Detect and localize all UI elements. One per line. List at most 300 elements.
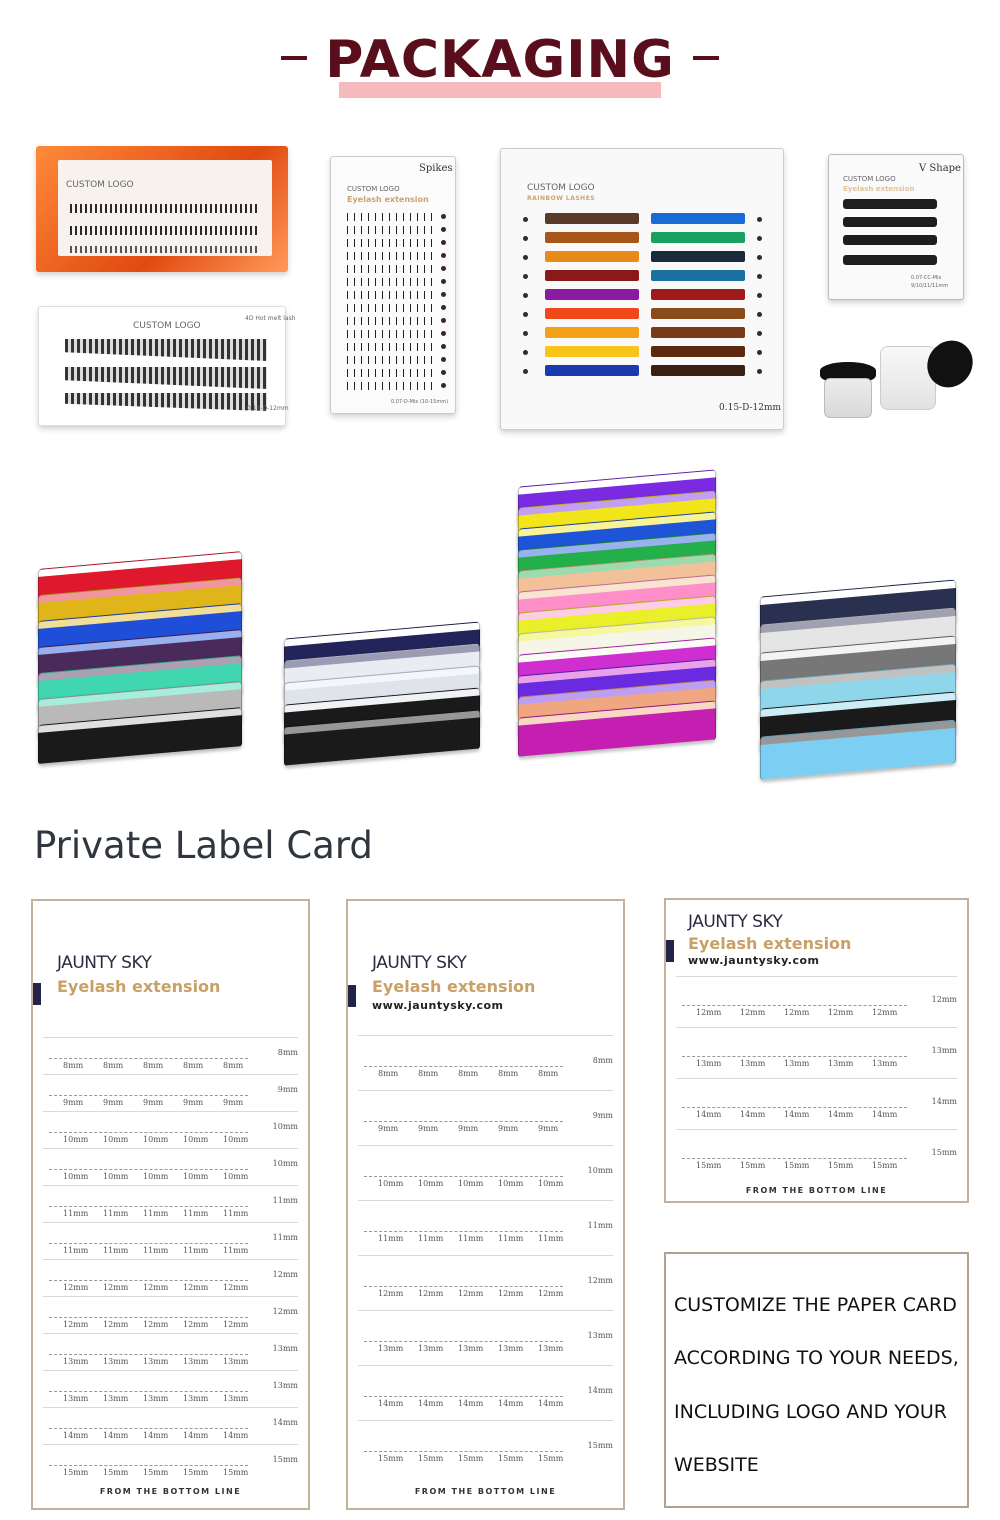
lash-length-label: 12mm bbox=[538, 1289, 564, 1298]
lash-length-label: 12mm bbox=[103, 1283, 129, 1292]
card-subtitle: Eyelash extension bbox=[57, 977, 221, 996]
lash-hole bbox=[523, 312, 528, 317]
lash-length-label: 11mm bbox=[63, 1209, 89, 1218]
row-dash-line bbox=[364, 1451, 563, 1452]
label-card-1 bbox=[31, 899, 310, 1510]
lash-strip bbox=[347, 304, 437, 312]
lash-hole bbox=[523, 255, 528, 260]
card-row bbox=[43, 1333, 298, 1370]
lash-length-label: 15mm bbox=[223, 1468, 249, 1477]
lash-length-label: 15mm bbox=[103, 1468, 129, 1477]
row-dash-line bbox=[682, 1158, 907, 1159]
lash-length-label: 11mm bbox=[63, 1246, 89, 1255]
card-bottom-line: FROM THE BOTTOM LINE bbox=[745, 1186, 888, 1195]
row-lash-labels bbox=[378, 1399, 578, 1408]
card-row bbox=[358, 1420, 613, 1475]
case-stack-3 bbox=[518, 478, 718, 772]
row-dash-line bbox=[364, 1121, 563, 1122]
row-size-label: 10mm bbox=[272, 1159, 298, 1168]
lash-strip bbox=[347, 369, 437, 377]
rainbow-strip bbox=[651, 327, 745, 338]
rainbow-case-logo: CUSTOM LOGO bbox=[527, 183, 595, 193]
card-row bbox=[43, 1407, 298, 1444]
card-row bbox=[43, 1370, 298, 1407]
row-size-label: 13mm bbox=[931, 1046, 957, 1055]
lash-hole bbox=[441, 383, 446, 388]
lash-length-label: 15mm bbox=[740, 1161, 766, 1170]
lash-length-label: 13mm bbox=[143, 1357, 169, 1366]
lash-length-label: 13mm bbox=[378, 1344, 404, 1353]
rainbow-strip bbox=[545, 346, 639, 357]
card-subtitle: Eyelash extension bbox=[688, 934, 852, 953]
row-dash-line bbox=[364, 1231, 563, 1232]
row-dash-line bbox=[682, 1107, 907, 1108]
row-dash-line bbox=[49, 1354, 248, 1355]
lash-hole bbox=[757, 236, 762, 241]
lash-length-label: 14mm bbox=[143, 1431, 169, 1440]
card-row bbox=[358, 1310, 613, 1365]
row-dash-line bbox=[49, 1243, 248, 1244]
lash-length-label: 13mm bbox=[223, 1394, 249, 1403]
row-dash-line bbox=[682, 1005, 907, 1006]
lash-length-label: 12mm bbox=[143, 1320, 169, 1329]
lash-length-label: 15mm bbox=[418, 1454, 444, 1463]
lash-strip bbox=[70, 226, 260, 235]
lash-strip bbox=[347, 356, 437, 364]
row-lash-labels bbox=[378, 1344, 578, 1353]
lash-strip bbox=[843, 199, 937, 209]
row-lash-labels bbox=[63, 1246, 263, 1255]
row-dash-line bbox=[364, 1396, 563, 1397]
card-row bbox=[43, 1037, 298, 1074]
lash-length-label: 8mm bbox=[538, 1069, 559, 1078]
lash-length-label: 14mm bbox=[223, 1431, 249, 1440]
lash-length-label: 12mm bbox=[183, 1283, 209, 1292]
rainbow-case-size: 0.15-D-12mm bbox=[719, 403, 782, 413]
row-size-label: 15mm bbox=[587, 1441, 613, 1450]
lash-length-label: 12mm bbox=[498, 1289, 524, 1298]
lash-strip bbox=[347, 330, 437, 338]
lash-length-label: 8mm bbox=[183, 1061, 204, 1070]
white-case-corner-text: 4D Hot melt lash bbox=[245, 315, 296, 322]
card-row bbox=[43, 1111, 298, 1148]
rainbow-strip bbox=[651, 213, 745, 224]
row-size-label: 9mm bbox=[277, 1085, 298, 1094]
row-size-label: 9mm bbox=[592, 1111, 613, 1120]
lash-length-label: 15mm bbox=[538, 1454, 564, 1463]
lash-length-label: 12mm bbox=[63, 1283, 89, 1292]
lash-length-label: 15mm bbox=[378, 1454, 404, 1463]
vshape-case-sub: Eyelash extension bbox=[843, 185, 915, 193]
customize-line-2: ACCORDING TO YOUR NEEDS, bbox=[674, 1347, 959, 1369]
lash-length-label: 8mm bbox=[418, 1069, 439, 1078]
card-marker bbox=[666, 940, 674, 962]
page-title: PACKAGING bbox=[325, 30, 675, 90]
spikes-case-footer: 0.07-D-Mix (10-15mm) bbox=[391, 399, 449, 405]
row-lash-labels bbox=[378, 1069, 578, 1078]
row-size-label: 11mm bbox=[587, 1221, 613, 1230]
row-dash-line bbox=[49, 1132, 248, 1133]
lash-strip bbox=[70, 246, 260, 253]
lash-length-label: 10mm bbox=[183, 1172, 209, 1181]
card-url: www.jauntysky.com bbox=[688, 954, 820, 967]
row-dash-line bbox=[49, 1280, 248, 1281]
lash-length-label: 14mm bbox=[538, 1399, 564, 1408]
lash-length-label: 8mm bbox=[378, 1069, 399, 1078]
row-size-label: 8mm bbox=[277, 1048, 298, 1057]
rainbow-case-sub: RAINBOW LASHES bbox=[527, 195, 596, 202]
lash-length-label: 12mm bbox=[740, 1008, 766, 1017]
row-dash-line bbox=[364, 1341, 563, 1342]
lash-length-label: 10mm bbox=[223, 1135, 249, 1144]
lash-length-label: 11mm bbox=[183, 1246, 209, 1255]
lash-length-label: 13mm bbox=[458, 1344, 484, 1353]
row-dash-line bbox=[364, 1286, 563, 1287]
lash-length-label: 13mm bbox=[740, 1059, 766, 1068]
lash-length-label: 14mm bbox=[784, 1110, 810, 1119]
lash-length-label: 9mm bbox=[378, 1124, 399, 1133]
rainbow-strip bbox=[545, 308, 639, 319]
rainbow-strip bbox=[651, 251, 745, 262]
lash-length-label: 11mm bbox=[538, 1234, 564, 1243]
card-row bbox=[358, 1035, 613, 1090]
row-size-label: 13mm bbox=[272, 1344, 298, 1353]
lash-length-label: 13mm bbox=[828, 1059, 854, 1068]
card-brand: JAUNTY SKY bbox=[372, 953, 467, 973]
lash-length-label: 13mm bbox=[498, 1344, 524, 1353]
lash-hole bbox=[441, 344, 446, 349]
lash-length-label: 12mm bbox=[223, 1320, 249, 1329]
lash-length-label: 14mm bbox=[378, 1399, 404, 1408]
rainbow-strip bbox=[545, 289, 639, 300]
row-dash-line bbox=[364, 1066, 563, 1067]
card-brand: JAUNTY SKY bbox=[57, 953, 152, 973]
lash-length-label: 11mm bbox=[458, 1234, 484, 1243]
rainbow-strip bbox=[545, 251, 639, 262]
lash-hole bbox=[441, 240, 446, 245]
row-size-label: 15mm bbox=[931, 1148, 957, 1157]
row-lash-labels bbox=[696, 1059, 916, 1068]
row-size-label: 15mm bbox=[272, 1455, 298, 1464]
lash-hole bbox=[441, 318, 446, 323]
lash-length-label: 13mm bbox=[183, 1357, 209, 1366]
row-lash-labels bbox=[378, 1454, 578, 1463]
lash-length-label: 12mm bbox=[828, 1008, 854, 1017]
customize-line-3: INCLUDING LOGO AND YOUR bbox=[674, 1401, 947, 1423]
vshape-case-size: 0.07-CC-Mix bbox=[911, 275, 942, 281]
title-block bbox=[0, 30, 1000, 100]
lash-hole bbox=[441, 214, 446, 219]
case-stack-1 bbox=[38, 560, 244, 776]
row-size-label: 12mm bbox=[931, 995, 957, 1004]
lash-length-label: 11mm bbox=[183, 1209, 209, 1218]
lash-length-label: 15mm bbox=[498, 1454, 524, 1463]
row-lash-labels bbox=[63, 1135, 263, 1144]
rainbow-strip bbox=[545, 270, 639, 281]
row-dash-line bbox=[49, 1206, 248, 1207]
row-dash-line bbox=[49, 1095, 248, 1096]
row-dash-line bbox=[49, 1465, 248, 1466]
lash-hole bbox=[441, 292, 446, 297]
lash-strip bbox=[347, 213, 437, 221]
vshape-case-size-2: 9/10/11/11mm bbox=[911, 283, 949, 289]
lash-length-label: 8mm bbox=[63, 1061, 84, 1070]
lash-hole bbox=[441, 253, 446, 258]
lash-length-label: 12mm bbox=[872, 1008, 898, 1017]
lash-strip bbox=[347, 291, 437, 299]
card-row bbox=[358, 1090, 613, 1145]
lash-length-label: 15mm bbox=[696, 1161, 722, 1170]
card-row bbox=[676, 1078, 957, 1129]
case-stack-2 bbox=[284, 630, 482, 776]
lash-length-label: 13mm bbox=[143, 1394, 169, 1403]
lash-length-label: 15mm bbox=[63, 1468, 89, 1477]
lash-length-label: 14mm bbox=[458, 1399, 484, 1408]
lash-hole bbox=[523, 331, 528, 336]
lash-hole bbox=[441, 305, 446, 310]
lash-length-label: 8mm bbox=[143, 1061, 164, 1070]
lash-length-label: 11mm bbox=[418, 1234, 444, 1243]
rainbow-strip bbox=[651, 365, 745, 376]
lash-hole bbox=[757, 255, 762, 260]
row-size-label: 12mm bbox=[587, 1276, 613, 1285]
lash-length-label: 14mm bbox=[63, 1431, 89, 1440]
rainbow-strip bbox=[545, 232, 639, 243]
jar-body bbox=[880, 346, 936, 410]
card-url: www.jauntysky.com bbox=[372, 999, 504, 1012]
lash-hole bbox=[441, 227, 446, 232]
row-size-label: 13mm bbox=[587, 1331, 613, 1340]
vshape-case-logo: CUSTOM LOGO bbox=[843, 175, 896, 183]
row-size-label: 11mm bbox=[272, 1233, 298, 1242]
rainbow-strip bbox=[651, 270, 745, 281]
lash-length-label: 9mm bbox=[538, 1124, 559, 1133]
label-card-2 bbox=[346, 899, 625, 1510]
lash-length-label: 14mm bbox=[498, 1399, 524, 1408]
row-size-label: 10mm bbox=[587, 1166, 613, 1175]
card-row bbox=[358, 1365, 613, 1420]
lash-hole bbox=[441, 357, 446, 362]
lash-length-label: 14mm bbox=[418, 1399, 444, 1408]
lash-length-label: 15mm bbox=[458, 1454, 484, 1463]
case-stack-4 bbox=[760, 588, 958, 774]
vshape-case-tag: V Shape bbox=[919, 163, 961, 174]
lash-strip bbox=[347, 317, 437, 325]
spikes-case-sub: Eyelash extension bbox=[347, 195, 429, 204]
lash-length-label: 14mm bbox=[183, 1431, 209, 1440]
row-lash-labels bbox=[378, 1124, 578, 1133]
row-lash-labels bbox=[63, 1209, 263, 1218]
lash-length-label: 8mm bbox=[103, 1061, 124, 1070]
lash-hole bbox=[441, 370, 446, 375]
lash-length-label: 15mm bbox=[784, 1161, 810, 1170]
row-size-label: 14mm bbox=[931, 1097, 957, 1106]
lash-length-label: 11mm bbox=[143, 1246, 169, 1255]
row-dash-line bbox=[49, 1317, 248, 1318]
lash-length-label: 13mm bbox=[696, 1059, 722, 1068]
lash-strip bbox=[347, 382, 437, 390]
lash-length-label: 12mm bbox=[143, 1283, 169, 1292]
row-lash-labels bbox=[63, 1468, 263, 1477]
row-size-label: 12mm bbox=[272, 1307, 298, 1316]
lash-length-label: 8mm bbox=[223, 1061, 244, 1070]
lash-strip bbox=[347, 343, 437, 351]
lash-length-label: 12mm bbox=[458, 1289, 484, 1298]
customize-note bbox=[664, 1252, 969, 1508]
rainbow-lash-case bbox=[500, 148, 784, 430]
lash-length-label: 12mm bbox=[378, 1289, 404, 1298]
lash-hole bbox=[757, 274, 762, 279]
card-row bbox=[358, 1145, 613, 1200]
customize-line-1: CUSTOMIZE THE PAPER CARD bbox=[674, 1294, 957, 1316]
lash-length-label: 12mm bbox=[183, 1320, 209, 1329]
lash-hole bbox=[757, 293, 762, 298]
row-dash-line bbox=[49, 1391, 248, 1392]
row-lash-labels bbox=[378, 1234, 578, 1243]
lash-strip bbox=[347, 226, 437, 234]
row-lash-labels bbox=[63, 1357, 263, 1366]
card-row bbox=[43, 1296, 298, 1333]
row-size-label: 14mm bbox=[272, 1418, 298, 1427]
card-row bbox=[676, 1129, 957, 1180]
card-row bbox=[43, 1185, 298, 1222]
row-size-label: 10mm bbox=[272, 1122, 298, 1131]
row-lash-labels bbox=[378, 1179, 578, 1188]
card-subtitle: Eyelash extension bbox=[372, 977, 536, 996]
lash-strip bbox=[843, 255, 937, 265]
spikes-case-tag: Spikes bbox=[419, 163, 453, 174]
lash-length-label: 10mm bbox=[498, 1179, 524, 1188]
lash-length-label: 12mm bbox=[418, 1289, 444, 1298]
lash-length-label: 10mm bbox=[418, 1179, 444, 1188]
lash-length-label: 14mm bbox=[696, 1110, 722, 1119]
customize-line-4: WEBSITE bbox=[674, 1454, 759, 1476]
row-size-label: 11mm bbox=[272, 1196, 298, 1205]
lash-strip bbox=[65, 367, 267, 389]
jar-icon bbox=[818, 340, 978, 430]
row-lash-labels bbox=[696, 1008, 916, 1017]
jar-body bbox=[824, 378, 872, 418]
card-row bbox=[43, 1074, 298, 1111]
lash-length-label: 8mm bbox=[458, 1069, 479, 1078]
card-row bbox=[43, 1444, 298, 1481]
row-lash-labels bbox=[696, 1110, 916, 1119]
lash-length-label: 10mm bbox=[143, 1172, 169, 1181]
lash-length-label: 11mm bbox=[103, 1246, 129, 1255]
card-bottom-line: FROM THE BOTTOM LINE bbox=[414, 1487, 557, 1496]
card-row bbox=[676, 976, 957, 1027]
lash-strip bbox=[843, 217, 937, 227]
lash-hole bbox=[757, 312, 762, 317]
lash-length-label: 9mm bbox=[418, 1124, 439, 1133]
white-lash-case bbox=[38, 306, 296, 426]
card-row bbox=[358, 1200, 613, 1255]
row-lash-labels bbox=[63, 1098, 263, 1107]
white-case-size: 0.10-D-12mm bbox=[247, 405, 289, 412]
row-lash-labels bbox=[63, 1283, 263, 1292]
lash-strip bbox=[843, 235, 937, 245]
lash-length-label: 15mm bbox=[143, 1468, 169, 1477]
rainbow-strip bbox=[545, 327, 639, 338]
lash-length-label: 10mm bbox=[458, 1179, 484, 1188]
lash-strip bbox=[347, 239, 437, 247]
orange-case-logo: CUSTOM LOGO bbox=[66, 180, 134, 190]
lash-hole bbox=[523, 369, 528, 374]
rainbow-strip bbox=[651, 308, 745, 319]
row-dash-line bbox=[682, 1056, 907, 1057]
lash-length-label: 11mm bbox=[223, 1246, 249, 1255]
lash-hole bbox=[523, 217, 528, 222]
lash-length-label: 10mm bbox=[63, 1135, 89, 1144]
lash-strip bbox=[65, 339, 267, 361]
white-case-logo: CUSTOM LOGO bbox=[133, 321, 201, 331]
row-size-label: 12mm bbox=[272, 1270, 298, 1279]
row-lash-labels bbox=[696, 1161, 916, 1170]
private-label-heading: Private Label Card bbox=[34, 824, 373, 867]
lash-length-label: 10mm bbox=[183, 1135, 209, 1144]
card-row bbox=[43, 1259, 298, 1296]
lash-length-label: 8mm bbox=[498, 1069, 519, 1078]
row-lash-labels bbox=[63, 1061, 263, 1070]
lash-length-label: 9mm bbox=[63, 1098, 84, 1107]
lash-length-label: 9mm bbox=[223, 1098, 244, 1107]
row-dash-line bbox=[49, 1058, 248, 1059]
lash-length-label: 13mm bbox=[872, 1059, 898, 1068]
lash-length-label: 11mm bbox=[143, 1209, 169, 1218]
lash-length-label: 13mm bbox=[538, 1344, 564, 1353]
row-lash-labels bbox=[63, 1320, 263, 1329]
lash-length-label: 15mm bbox=[828, 1161, 854, 1170]
lash-length-label: 11mm bbox=[103, 1209, 129, 1218]
lash-hole bbox=[757, 217, 762, 222]
row-lash-labels bbox=[63, 1431, 263, 1440]
lash-length-label: 9mm bbox=[103, 1098, 124, 1107]
row-size-label: 8mm bbox=[592, 1056, 613, 1065]
lash-length-label: 13mm bbox=[63, 1357, 89, 1366]
lash-length-label: 13mm bbox=[183, 1394, 209, 1403]
lash-hole bbox=[523, 350, 528, 355]
lash-length-label: 13mm bbox=[103, 1394, 129, 1403]
row-lash-labels bbox=[378, 1289, 578, 1298]
lash-length-label: 12mm bbox=[784, 1008, 810, 1017]
lash-hole bbox=[757, 331, 762, 336]
lash-hole bbox=[523, 293, 528, 298]
lash-strip bbox=[70, 204, 260, 213]
lash-length-label: 12mm bbox=[696, 1008, 722, 1017]
lash-length-label: 15mm bbox=[872, 1161, 898, 1170]
orange-lash-case bbox=[36, 146, 288, 272]
lash-length-label: 10mm bbox=[378, 1179, 404, 1188]
card-bottom-line: FROM THE BOTTOM LINE bbox=[99, 1487, 242, 1496]
lash-length-label: 13mm bbox=[418, 1344, 444, 1353]
lash-hole bbox=[757, 369, 762, 374]
rainbow-strip bbox=[651, 232, 745, 243]
lash-length-label: 12mm bbox=[63, 1320, 89, 1329]
lash-length-label: 11mm bbox=[378, 1234, 404, 1243]
lash-hole bbox=[441, 279, 446, 284]
rainbow-strip bbox=[545, 213, 639, 224]
lash-length-label: 10mm bbox=[103, 1135, 129, 1144]
lash-hole bbox=[441, 331, 446, 336]
lash-length-label: 15mm bbox=[183, 1468, 209, 1477]
lash-strip bbox=[347, 265, 437, 273]
vshape-lash-case bbox=[828, 154, 964, 300]
lash-length-label: 10mm bbox=[143, 1135, 169, 1144]
lash-length-label: 12mm bbox=[223, 1283, 249, 1292]
lash-strip bbox=[347, 252, 437, 260]
lash-length-label: 14mm bbox=[103, 1431, 129, 1440]
lash-length-label: 9mm bbox=[498, 1124, 519, 1133]
